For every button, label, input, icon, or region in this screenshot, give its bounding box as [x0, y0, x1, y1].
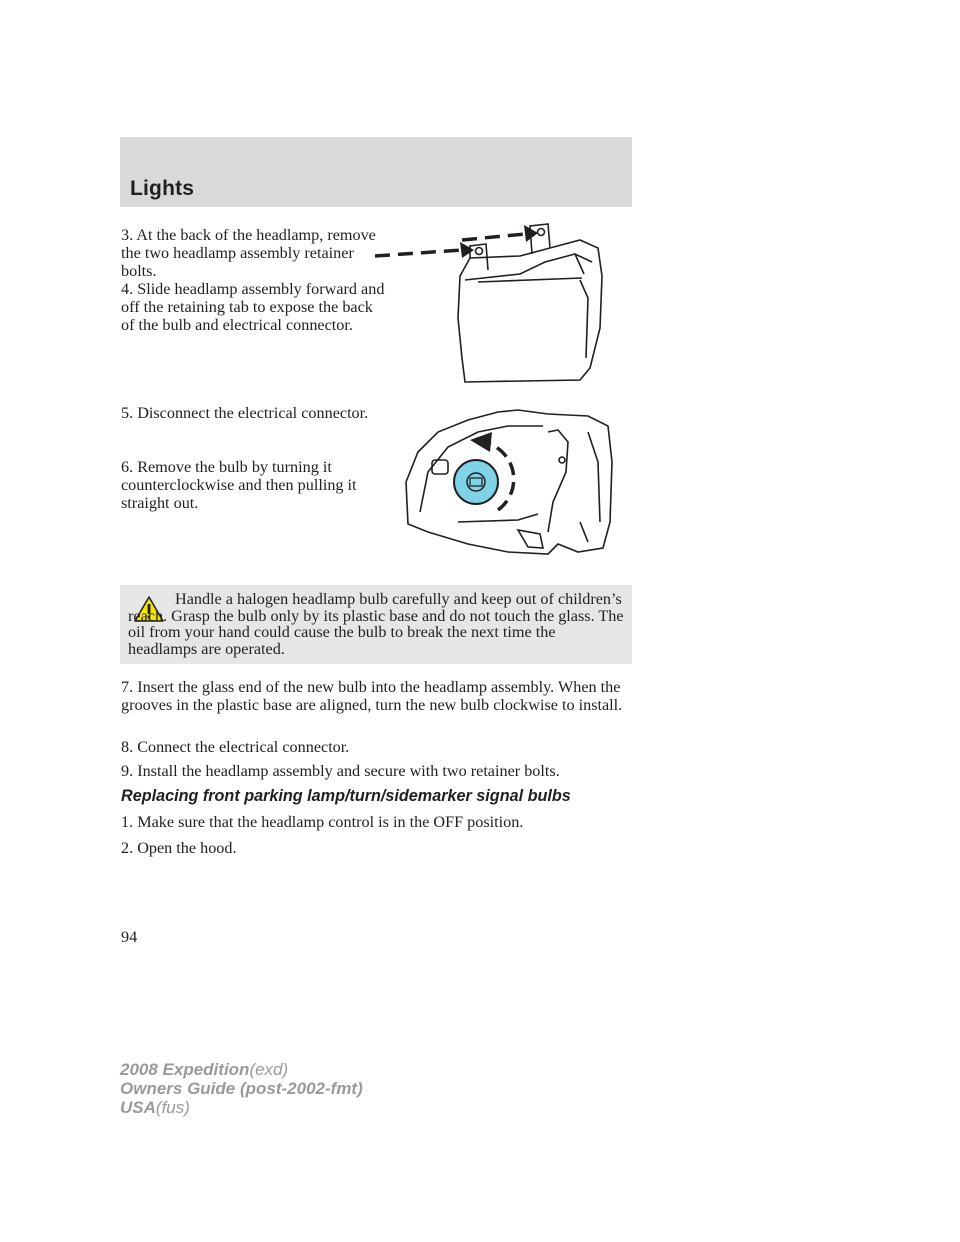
section-header-band — [120, 137, 632, 207]
footer-line-1 — [120, 1060, 363, 1079]
headlamp-retainer-bolts-figure — [370, 218, 630, 388]
final-step-1-text: 1. Make sure that the headlamp control is in the OFF position. — [121, 813, 524, 831]
footer-model: 2008 Expedition — [120, 1060, 250, 1079]
warning-box — [120, 585, 632, 664]
step-3-text: 3. At the back of the headlamp, remove the two headlamp assembly retainer bolts. — [121, 226, 376, 280]
bulb-removal-figure — [398, 402, 628, 570]
footer-line-2: Owners Guide (post-2002-fmt) — [120, 1079, 363, 1098]
step-4-text: 4. Slide headlamp assembly forward and off the retaining tab to expose the back of the bulb and electrical connector. — [121, 280, 385, 334]
step-6-text: 6. Remove the bulb by turning it counterclockwise and then pulling it straight out. — [121, 458, 357, 512]
step-8-text: 8. Connect the electrical connector. — [121, 738, 350, 756]
page-number: 94 — [121, 928, 138, 946]
footer-market: USA — [120, 1098, 156, 1117]
subheading: Replacing front parking lamp/turn/sidemarker signal bulbs — [121, 787, 571, 805]
footer — [120, 1060, 363, 1117]
final-step-2-text: 2. Open the hood. — [121, 839, 237, 857]
dashed-arrows — [375, 234, 525, 256]
step-5-text: 5. Disconnect the electrical connector. — [121, 404, 369, 422]
footer-market-code: (fus) — [155, 1098, 190, 1117]
section-title: Lights — [130, 177, 195, 200]
step-7-text: 7. Insert the glass end of the new bulb into the headlamp assembly. When the grooves in the plastic base are aligned, turn the new bulb clockwise to install. — [121, 678, 623, 714]
step-9-text: 9. Install the headlamp assembly and secure with two retainer bolts. — [121, 762, 560, 780]
footer-line-3 — [120, 1098, 363, 1117]
bulb-base — [454, 460, 498, 504]
footer-model-code: (exd) — [249, 1060, 289, 1079]
warning-text: Handle a halogen headlamp bulb carefully and keep out of children’s reach. Grasp the bulb only by its plastic base and do not touch the glass. The oil from your hand could cause the bulb to break the next time the headlamps are operated. — [128, 590, 624, 658]
